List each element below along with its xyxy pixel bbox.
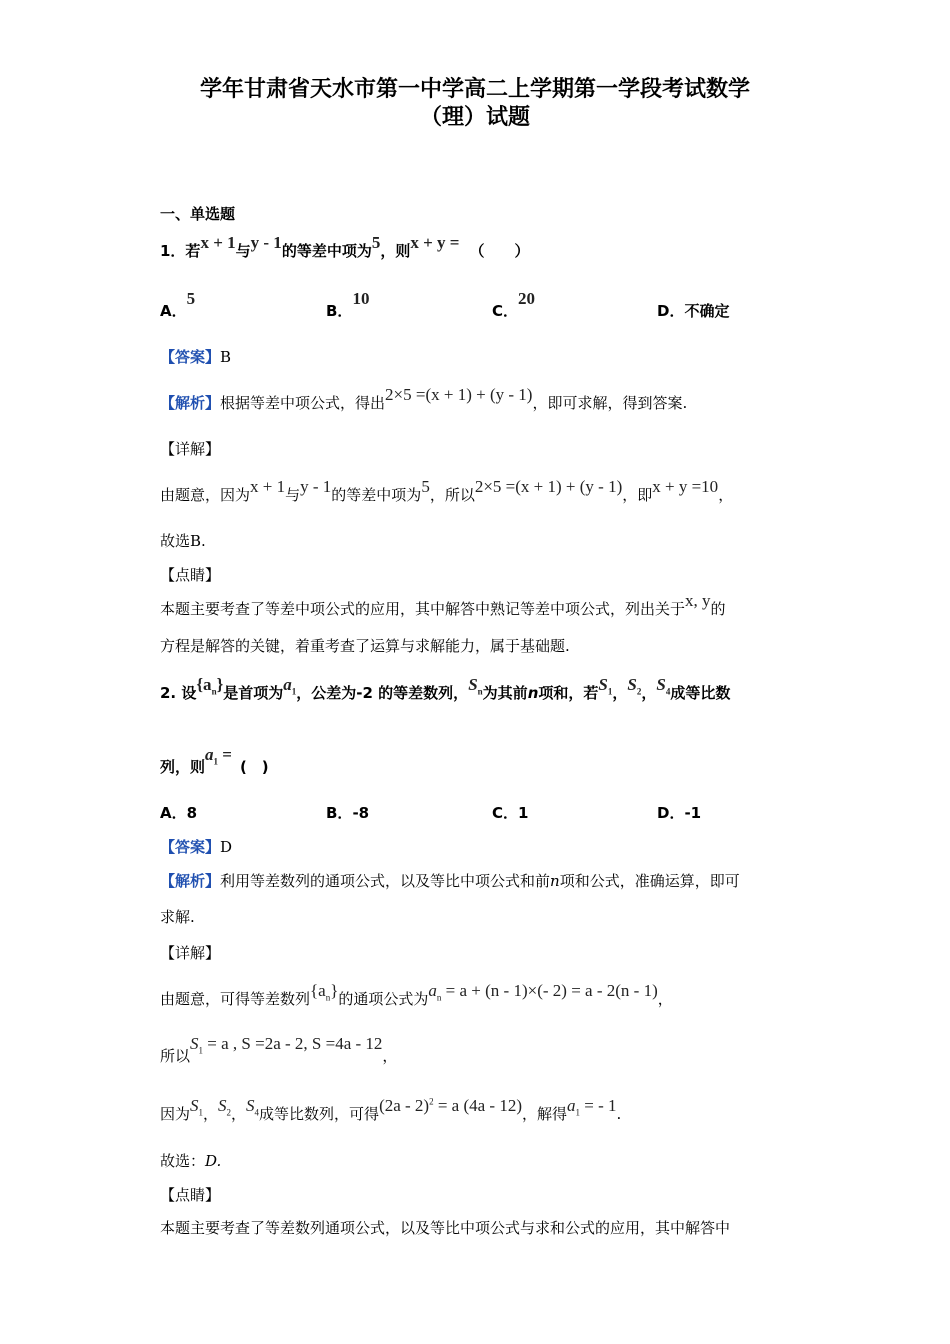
text-and: 与 [235, 242, 251, 260]
analysis-text: 根据等差中项公式，得出 [220, 394, 386, 412]
math-result: $a_1$ = - 1 [567, 1096, 617, 1118]
answer-tag: 【答案】 [160, 838, 221, 856]
comment-text: 本题主要考查了等差中项公式的应用，其中解答中熟记等差中项公式，列出关于 [160, 600, 686, 618]
option-label: D． [657, 804, 685, 822]
math-x-plus-1: x + 1 [200, 233, 236, 252]
detail-text: 所以 [160, 1047, 191, 1065]
analysis-tag: 【解析】 [160, 872, 221, 890]
comma: ， [641, 684, 657, 702]
detail-text: 与 [285, 486, 301, 504]
math-eq: = [222, 745, 232, 764]
question-text: 成等比数 [670, 684, 731, 702]
q1-option-a[interactable] [160, 289, 196, 321]
math-s: S [598, 675, 608, 694]
question-2-line2 [160, 745, 269, 778]
q1-detail [160, 477, 734, 505]
q2-detail-tag: 【详解】 [160, 944, 221, 962]
q2-choose [160, 1150, 221, 1171]
q2-analysis-line2: 求解. [160, 908, 195, 926]
q2-analysis [160, 870, 740, 891]
question-2 [160, 675, 731, 704]
question-text: 列，则 [160, 758, 206, 776]
choose-value: D. [205, 1152, 222, 1170]
detail-text: ， [718, 486, 734, 504]
text-middle-term: 的等差中项为 [281, 242, 372, 260]
q2-detail-line3 [160, 1096, 622, 1125]
math-geometric-equation: (2a - 2)$^2$ = a (4a - 12) [379, 1096, 523, 1115]
comma: ， [612, 684, 628, 702]
option-value: 20 [518, 289, 536, 308]
math-s1: $S_1$ [190, 1096, 204, 1118]
detail-text: 由题意，因为 [160, 486, 251, 504]
q1-answer [160, 346, 231, 367]
math-a: a [283, 675, 292, 694]
detail-text: ，即 [622, 486, 653, 504]
option-label: A． [160, 804, 187, 822]
q1-comment-tag: 【点睛】 [160, 566, 221, 584]
math-formula: = a (4a - 12) [437, 1096, 523, 1115]
math-s4: $S_4$ [246, 1096, 260, 1118]
q1-comment-line1 [160, 591, 726, 619]
q2-comment-tag: 【点睛】 [160, 1186, 221, 1204]
document-title-line2: （理）试题 [419, 105, 530, 130]
question-2-number: 2. 设 [160, 684, 197, 702]
math-a1: $a_1$ [283, 675, 297, 697]
answer-tag: 【答案】 [160, 348, 221, 366]
math-formula: (2a - 2) [379, 1096, 430, 1115]
q2-option-c[interactable] [492, 802, 528, 823]
comma: ， [231, 1105, 247, 1123]
detail-math-five: 5 [421, 477, 430, 496]
question-1-paren: （ ） [469, 242, 530, 260]
question-text: 是首项为 [223, 684, 284, 702]
math-formula: = a , S =2a - 2, S =4a - 12 [207, 1034, 383, 1053]
q2-option-a[interactable] [160, 802, 197, 823]
math-s4: $S_4$ [656, 675, 671, 697]
math-formula: = - 1 [584, 1096, 617, 1115]
q1-choose: 故选B. [160, 532, 206, 550]
q1-comment-line2: 方程是解答的关键，着重考查了运算与求解能力，属于基础题. [160, 637, 570, 655]
q1-detail-tag: 【详解】 [160, 440, 221, 458]
option-label: D．不确定 [657, 302, 730, 320]
section-heading: 一、单选题 [160, 205, 236, 223]
math-formula: = a + (n - 1)×(- 2) = a - 2(n - 1) [445, 981, 658, 1000]
answer-value: D [220, 838, 233, 856]
question-1 [160, 233, 530, 261]
math-s1: $S_1$ [598, 675, 613, 697]
detail-math-equation: 2×5 =(x + 1) + (y - 1) [474, 477, 623, 496]
detail-text: ，所以 [429, 486, 475, 504]
comment-math-xy: x, y [685, 591, 711, 610]
math-s2: $S_2$ [218, 1096, 232, 1118]
detail-math-y-minus-1: y - 1 [300, 477, 332, 496]
analysis-text: 利用等差数列的通项公式，以及等比中项公式和前 [220, 872, 551, 890]
comma: ， [203, 1105, 219, 1123]
math-s: S [627, 675, 637, 694]
option-value: 10 [352, 289, 370, 308]
question-1-number: 1．若 [160, 242, 201, 260]
q2-comment-line1: 本题主要考查了等差数列通项公式，以及等比中项公式与求和公式的应用，其中解答中 [160, 1219, 731, 1237]
math-s2: $S_2$ [627, 675, 642, 697]
answer-value: B [220, 348, 232, 366]
question-text: 项和，若 [538, 684, 599, 702]
option-value: 5 [186, 289, 196, 308]
q2-option-d[interactable] [657, 802, 701, 823]
detail-text: 成等比数列，可得 [259, 1105, 380, 1123]
comment-text-end: 的 [710, 600, 726, 618]
math-sn: $S_n$ [468, 675, 483, 697]
question-text: 为其前 [482, 684, 528, 702]
math-sequence: $\{a_n\}$ [310, 981, 339, 1003]
analysis-text-end: ，即可求解，得到答案. [532, 394, 688, 412]
choose-text: 故选： [160, 1152, 206, 1170]
detail-text: 因为 [160, 1105, 191, 1123]
q2-answer [160, 836, 232, 857]
math-sequence: $\{a_n\}$ [196, 675, 224, 697]
q2-detail-line1 [160, 981, 673, 1010]
question-text: ，公差为-2 的等差数列， [296, 684, 469, 702]
q2-detail-line2 [160, 1034, 398, 1067]
option-label: B． [326, 804, 353, 822]
detail-math-result: x + y =10 [652, 477, 719, 496]
detail-text: ， [657, 990, 673, 1008]
option-value: -8 [352, 804, 370, 822]
detail-text: ， [382, 1047, 398, 1065]
math-five: 5 [371, 233, 381, 252]
analysis-tag: 【解析】 [160, 394, 221, 412]
math-seq-text: {a [196, 675, 212, 694]
math-s: S [468, 675, 478, 694]
detail-text: 的等差中项为 [331, 486, 422, 504]
math-s: S [656, 675, 666, 694]
italic-n: n [527, 684, 539, 702]
math-x-plus-y: x + y = [410, 233, 460, 252]
detail-text: 的通项公式为 [338, 990, 429, 1008]
q1-analysis [160, 385, 688, 413]
option-label: C． [492, 302, 519, 320]
q1-option-d[interactable] [657, 300, 729, 321]
italic-n: n [550, 872, 560, 890]
detail-text: 由题意，可得等差数列 [160, 990, 311, 1008]
analysis-text: 项和公式，准确运算，即可 [559, 872, 740, 890]
text-then: ，则 [380, 242, 411, 260]
q1-option-b[interactable] [326, 289, 370, 321]
option-value: 1 [518, 804, 529, 822]
analysis-math: 2×5 =(x + 1) + (y - 1) [385, 385, 533, 404]
option-label: B． [326, 302, 353, 320]
detail-text: . [616, 1105, 622, 1123]
detail-text: ，解得 [522, 1105, 568, 1123]
option-value: -1 [684, 804, 702, 822]
q1-option-c[interactable] [492, 289, 536, 321]
math-a1-eq: $a_1$ = [205, 745, 232, 767]
detail-math-x-plus-1: x + 1 [250, 477, 286, 496]
math-a: a [205, 745, 214, 764]
document-title-line1: 学年甘肃省天水市第一中学高二上学期第一学段考试数学 [199, 77, 750, 102]
q2-option-b[interactable] [326, 802, 369, 823]
question-paren: ( ) [239, 758, 269, 776]
option-label: C． [492, 804, 519, 822]
math-y-minus-1: y - 1 [250, 233, 282, 252]
math-general-term: $a_n = a + (n - 1)\times(-$ 2) = a - 2(n - 1) [428, 981, 658, 1003]
math-seq-text: {a [310, 981, 326, 1000]
option-value: 8 [186, 804, 198, 822]
option-label: A． [160, 302, 187, 320]
math-sums: $S_1 = a$ , S =2a - 2, S =4a - 12 [190, 1034, 383, 1056]
